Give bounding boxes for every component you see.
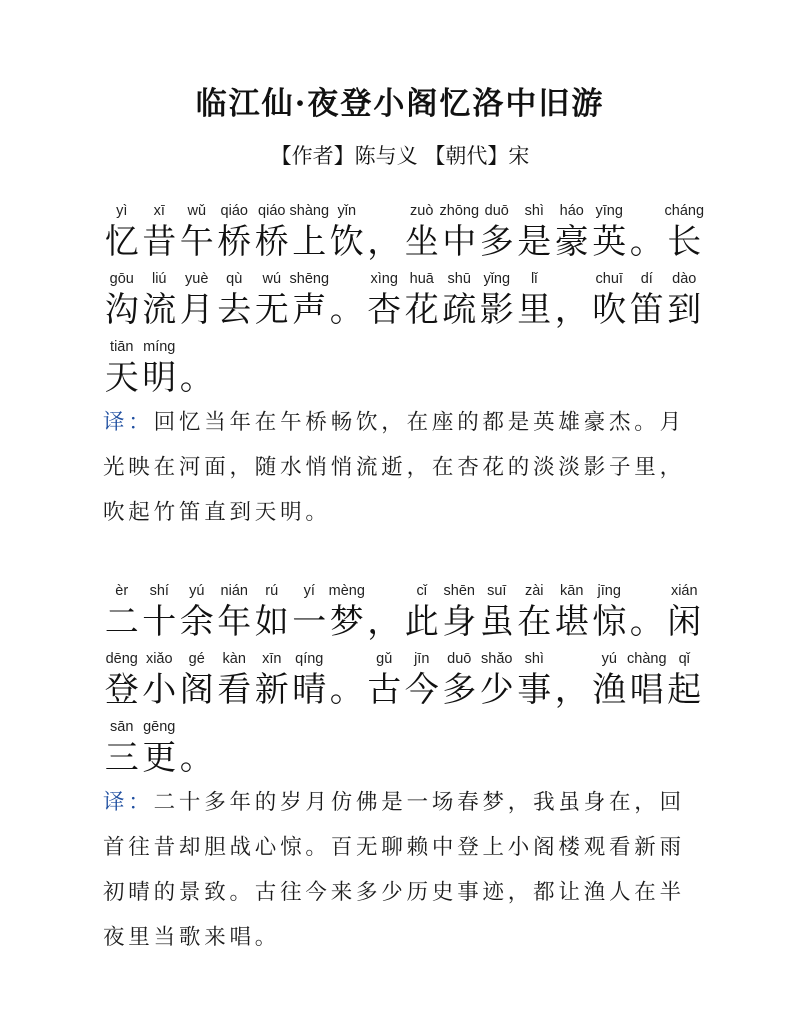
character-cell: [591, 268, 629, 336]
pinyin: míng: [143, 339, 176, 355]
character-cell: [141, 716, 179, 784]
character-cell: [253, 580, 291, 648]
character-cell: [366, 648, 404, 716]
pinyin: xīn: [262, 651, 282, 667]
pinyin: xī: [153, 203, 165, 219]
character-cell: [103, 648, 141, 716]
pinyin: qù: [226, 271, 243, 287]
pinyin: yì: [116, 203, 128, 219]
pinyin: cǐ: [416, 583, 427, 599]
character-cell: [441, 200, 479, 268]
pinyin: gēng: [143, 719, 176, 735]
pinyin: wú: [262, 271, 282, 287]
hanzi: 月: [179, 290, 214, 330]
pinyin: èr: [115, 583, 129, 599]
hanzi: 花: [404, 290, 439, 330]
character-cell: [178, 648, 216, 716]
hanzi: 无: [254, 290, 289, 330]
hanzi: 十: [142, 602, 177, 642]
hanzi: 吹: [592, 290, 627, 330]
pinyin: liú: [151, 271, 167, 287]
hanzi: 晴: [292, 670, 327, 710]
poem-line: [103, 580, 703, 648]
stanza-2-poem: [103, 580, 703, 784]
character-cell: [366, 200, 404, 268]
character-cell: [216, 200, 254, 268]
hanzi: 英: [592, 222, 627, 262]
character-cell: [441, 648, 479, 716]
translation-line: 初晴的景致。古往今来多少历史事迹，都让渔人在半: [103, 880, 685, 905]
pinyin: shàng: [289, 203, 330, 219]
hanzi: 坐: [404, 222, 439, 262]
pinyin: gōu: [109, 271, 134, 287]
character-cell: [478, 200, 516, 268]
hanzi: 。: [329, 670, 364, 710]
character-cell: [216, 648, 254, 716]
pinyin: zài: [524, 583, 544, 599]
character-cell: [441, 580, 479, 648]
hanzi: 小: [142, 670, 177, 710]
translation-line: 光映在河面，随水悄悄流逝，在杏花的淡淡影子里，: [103, 455, 685, 480]
pinyin: qiáo: [220, 203, 248, 219]
pinyin: xián: [670, 583, 698, 599]
hanzi: 在: [517, 602, 552, 642]
hanzi: 渔: [592, 670, 627, 710]
stanza-1-poem: [103, 200, 703, 404]
pinyin: jīn: [414, 651, 430, 667]
hanzi: 沟: [104, 290, 139, 330]
hanzi: 多: [479, 222, 514, 262]
character-cell: [103, 268, 141, 336]
hanzi: 。: [629, 222, 664, 262]
poem-line: [103, 268, 703, 336]
hanzi: 豪: [554, 222, 589, 262]
hanzi: 。: [179, 358, 214, 398]
character-cell: [553, 268, 591, 336]
character-cell: [141, 268, 179, 336]
hanzi: ，: [554, 670, 589, 710]
pinyin: yǐn: [337, 203, 357, 219]
character-cell: [478, 268, 516, 336]
pinyin: shì: [524, 651, 544, 667]
hanzi: 一: [292, 602, 327, 642]
hanzi: 影: [479, 290, 514, 330]
pinyin: suī: [487, 583, 507, 599]
pinyin: shǎo: [481, 651, 513, 667]
pinyin: shēn: [443, 583, 475, 599]
character-cell: [178, 716, 216, 784]
hanzi: 长: [667, 222, 702, 262]
character-cell: [591, 648, 629, 716]
pinyin: nián: [220, 583, 248, 599]
hanzi: 少: [479, 670, 514, 710]
character-cell: [666, 580, 704, 648]
pinyin: chàng: [627, 651, 667, 667]
stanza-1-translation: [103, 400, 703, 535]
pinyin: huā: [409, 271, 434, 287]
character-cell: [328, 268, 366, 336]
character-cell: [516, 200, 554, 268]
character-cell: [291, 268, 329, 336]
pinyin: dí: [640, 271, 653, 287]
pinyin: duō: [484, 203, 509, 219]
hanzi: 三: [104, 738, 139, 778]
hanzi: 起: [667, 670, 702, 710]
hanzi: 事: [517, 670, 552, 710]
character-cell: [628, 580, 666, 648]
character-cell: [141, 648, 179, 716]
character-cell: [216, 580, 254, 648]
character-cell: [516, 648, 554, 716]
translation-line: 吹起竹笛直到天明。: [103, 500, 331, 525]
character-cell: [478, 580, 516, 648]
translation-line: 二十多年的岁月仿佛是一场春梦，我虽身在，回: [153, 790, 685, 815]
character-cell: [291, 648, 329, 716]
pinyin: yú: [189, 583, 205, 599]
hanzi: 疏: [442, 290, 477, 330]
pinyin: wǔ: [187, 203, 207, 219]
hanzi: 流: [142, 290, 177, 330]
hanzi: 此: [404, 602, 439, 642]
translation-line: 回忆当年在午桥畅饮，在座的都是英雄豪杰。月: [153, 410, 685, 435]
character-cell: [666, 648, 704, 716]
hanzi: 如: [254, 602, 289, 642]
pinyin: zuò: [410, 203, 434, 219]
hanzi: 登: [104, 670, 139, 710]
character-cell: [103, 200, 141, 268]
hanzi: ，: [367, 602, 402, 642]
pinyin: yīng: [595, 203, 623, 219]
pinyin: xìng: [370, 271, 398, 287]
poem-line: [103, 200, 703, 268]
character-cell: [478, 648, 516, 716]
hanzi: 更: [142, 738, 177, 778]
pinyin: yǐng: [483, 271, 511, 287]
hanzi: 。: [629, 602, 664, 642]
character-cell: [253, 200, 291, 268]
character-cell: [216, 268, 254, 336]
translation-label: 译：: [103, 410, 154, 435]
hanzi: 。: [179, 738, 214, 778]
character-cell: [403, 580, 441, 648]
pinyin: rú: [265, 583, 279, 599]
pinyin: gé: [188, 651, 205, 667]
pinyin: tiān: [110, 339, 134, 355]
hanzi: 多: [442, 670, 477, 710]
character-cell: [553, 648, 591, 716]
character-cell: [103, 336, 141, 404]
pinyin: jīng: [597, 583, 621, 599]
hanzi: 年: [217, 602, 252, 642]
hanzi: 。: [329, 290, 364, 330]
hanzi: 午: [179, 222, 214, 262]
hanzi: 虽: [479, 602, 514, 642]
pinyin: zhōng: [439, 203, 480, 219]
poem-line: [103, 336, 703, 404]
character-cell: [628, 200, 666, 268]
hanzi: 看: [217, 670, 252, 710]
hanzi: 中: [442, 222, 477, 262]
hanzi: 桥: [254, 222, 289, 262]
hanzi: 上: [292, 222, 327, 262]
character-cell: [628, 648, 666, 716]
poem-title: 临江仙·夜登小阁忆洛中旧游: [195, 86, 605, 122]
translation-line: 夜里当歌来唱。: [103, 925, 281, 950]
hanzi: 阁: [179, 670, 214, 710]
hanzi: 昔: [142, 222, 177, 262]
hanzi: 今: [404, 670, 439, 710]
pinyin: cháng: [664, 203, 705, 219]
translation-line: 首往昔却胆战心惊。百无聊赖中登上小阁楼观看新雨: [103, 835, 685, 860]
hanzi: 梦: [329, 602, 364, 642]
character-cell: [141, 200, 179, 268]
character-cell: [516, 268, 554, 336]
hanzi: 唱: [629, 670, 664, 710]
character-cell: [178, 580, 216, 648]
pinyin: kān: [560, 583, 584, 599]
character-cell: [253, 268, 291, 336]
poem-line: [103, 648, 703, 716]
character-cell: [253, 648, 291, 716]
pinyin: yuè: [185, 271, 209, 287]
pinyin: shū: [447, 271, 471, 287]
pinyin: lǐ: [531, 271, 538, 287]
hanzi: 古: [367, 670, 402, 710]
hanzi: 杏: [367, 290, 402, 330]
hanzi: 二: [104, 602, 139, 642]
hanzi: 明: [142, 358, 177, 398]
character-cell: [103, 580, 141, 648]
hanzi: 堪: [554, 602, 589, 642]
translation-label: 译：: [103, 790, 154, 815]
character-cell: [666, 200, 704, 268]
hanzi: 笛: [629, 290, 664, 330]
pinyin: shēng: [289, 271, 330, 287]
character-cell: [291, 200, 329, 268]
hanzi: 饮: [329, 222, 364, 262]
pinyin: yú: [601, 651, 617, 667]
character-cell: [328, 200, 366, 268]
character-cell: [553, 200, 591, 268]
pinyin: gǔ: [376, 651, 393, 667]
poem-line: [103, 716, 703, 784]
pinyin: yí: [303, 583, 315, 599]
character-cell: [178, 200, 216, 268]
character-cell: [291, 580, 329, 648]
hanzi: 声: [292, 290, 327, 330]
hanzi: 是: [517, 222, 552, 262]
pinyin: shì: [524, 203, 544, 219]
character-cell: [366, 268, 404, 336]
hanzi: 里: [517, 290, 552, 330]
character-cell: [666, 268, 704, 336]
pinyin: dào: [672, 271, 697, 287]
hanzi: ，: [554, 290, 589, 330]
hanzi: 天: [104, 358, 139, 398]
pinyin: chuī: [595, 271, 623, 287]
hanzi: 桥: [217, 222, 252, 262]
pinyin: háo: [559, 203, 584, 219]
character-cell: [141, 580, 179, 648]
pinyin: kàn: [222, 651, 246, 667]
character-cell: [403, 648, 441, 716]
pinyin: qǐ: [678, 651, 690, 667]
character-cell: [366, 580, 404, 648]
hanzi: 惊: [592, 602, 627, 642]
hanzi: 身: [442, 602, 477, 642]
pinyin: dēng: [105, 651, 138, 667]
hanzi: 闲: [667, 602, 702, 642]
character-cell: [403, 200, 441, 268]
character-cell: [178, 268, 216, 336]
character-cell: [591, 580, 629, 648]
hanzi: 去: [217, 290, 252, 330]
hanzi: 新: [254, 670, 289, 710]
pinyin: duō: [447, 651, 472, 667]
pinyin: qiáo: [258, 203, 286, 219]
hanzi: 到: [667, 290, 702, 330]
character-cell: [628, 268, 666, 336]
hanzi: ，: [367, 222, 402, 262]
character-cell: [103, 716, 141, 784]
character-cell: [553, 580, 591, 648]
character-cell: [141, 336, 179, 404]
character-cell: [591, 200, 629, 268]
character-cell: [441, 268, 479, 336]
hanzi: 余: [179, 602, 214, 642]
character-cell: [403, 268, 441, 336]
pinyin: xiǎo: [145, 651, 173, 667]
author-dynasty-line: 【作者】陈与义 【朝代】宋: [270, 144, 530, 168]
character-cell: [516, 580, 554, 648]
pinyin: mèng: [328, 583, 365, 599]
character-cell: [328, 648, 366, 716]
character-cell: [178, 336, 216, 404]
pinyin: shí: [149, 583, 169, 599]
hanzi: 忆: [104, 222, 139, 262]
pinyin: qíng: [295, 651, 324, 667]
stanza-2-translation: [103, 780, 703, 960]
character-cell: [328, 580, 366, 648]
pinyin: sān: [110, 719, 134, 735]
